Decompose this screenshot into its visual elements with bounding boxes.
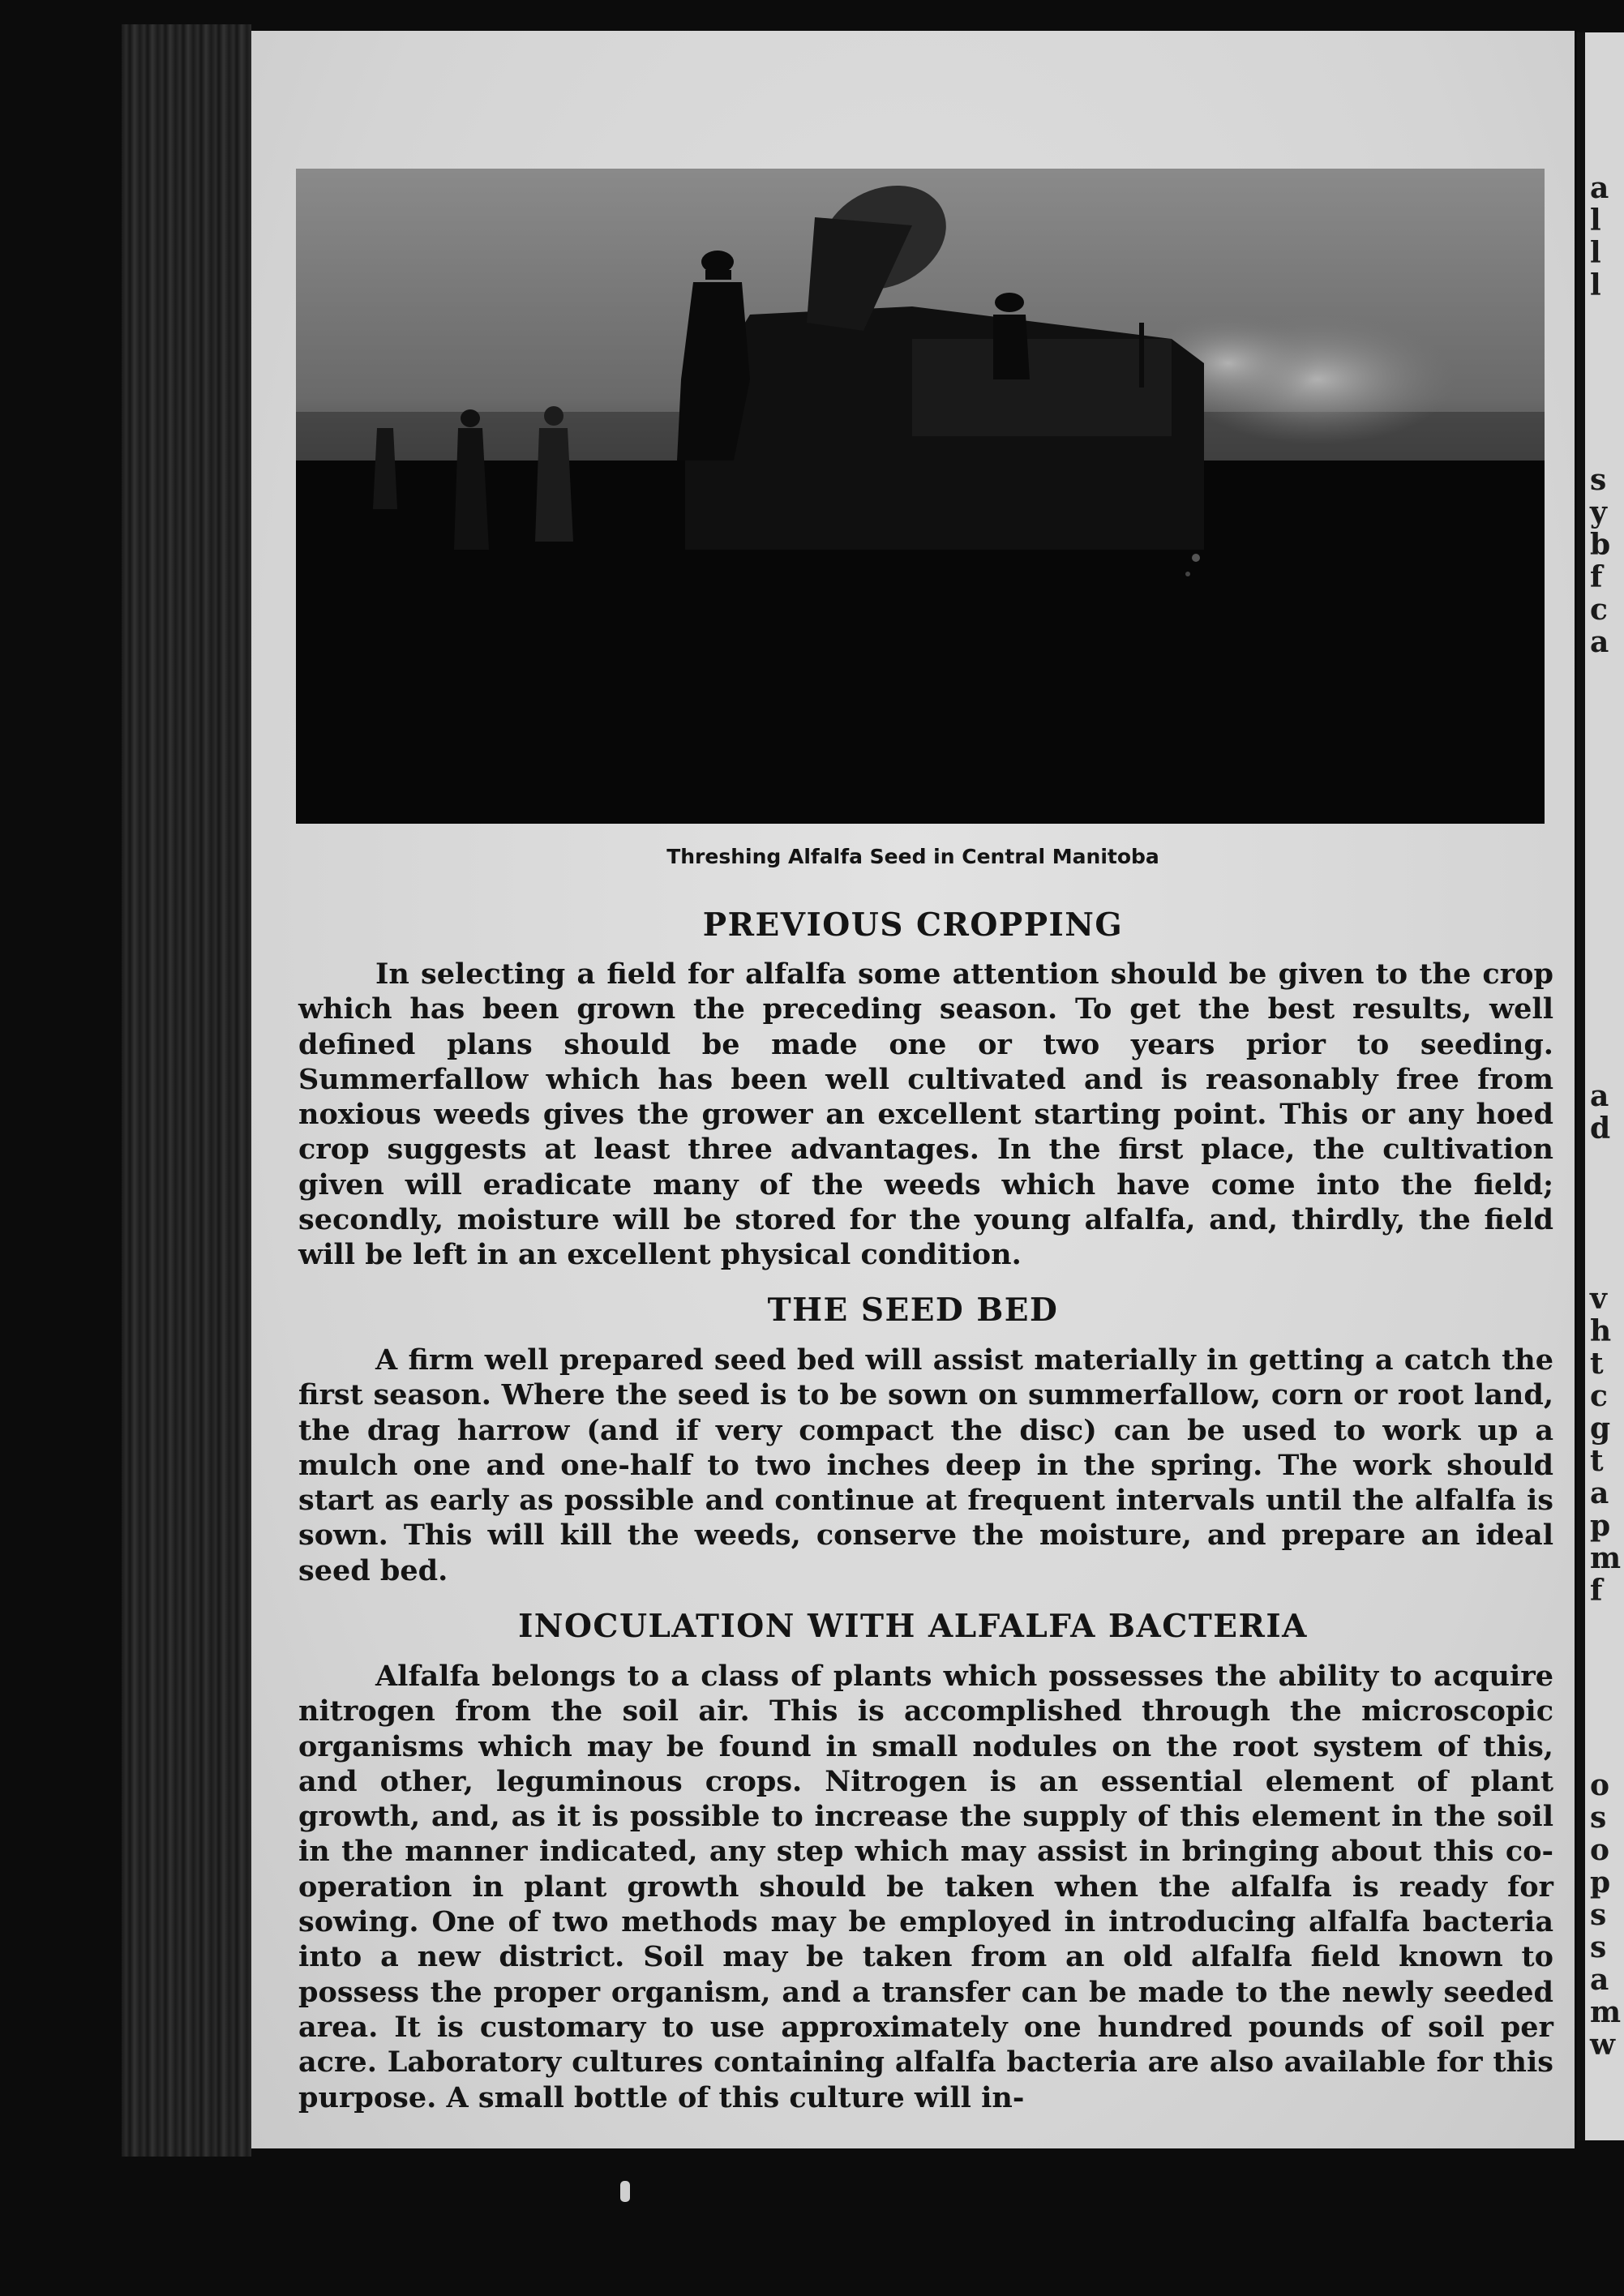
adjacent-page-fragment: f (1590, 560, 1603, 594)
adjacent-page-fragment: v (1590, 1282, 1607, 1316)
book-page-edges (122, 24, 251, 2157)
adjacent-page-fragment: p (1590, 1509, 1611, 1543)
adjacent-page-fragment: a (1590, 1963, 1609, 1997)
threshing-photo (296, 169, 1545, 824)
adjacent-page-fragment: w (1590, 2028, 1615, 2062)
adjacent-page-fragment: t (1590, 1347, 1604, 1381)
section-paragraph-seed-bed: A firm well prepared seed bed will assist materially in getting a catch the first season. Where the seed is to be sown on summerfallow, corn or root land, the drag harrow (and if very compact the disc) can be used to work up a mulch one and one-half to two inches deep in the spring. The work should start as early as possible and continue at frequent intervals until the alfalfa is sown. This will kill the weeds, conserve the moisture, and prepare an ideal seed bed. (298, 1343, 1553, 1587)
adjacent-page-fragment: l (1590, 268, 1601, 302)
section-heading-previous-cropping: PREVIOUS CROPPING (702, 906, 1124, 944)
adjacent-page-fragment: s (1590, 1930, 1607, 1964)
adjacent-page-fragment: c (1590, 593, 1608, 627)
adjacent-page-fragment: b (1590, 528, 1611, 562)
adjacent-page-fragment: a (1590, 625, 1609, 659)
adjacent-page-fragment: m (1590, 1995, 1622, 2029)
adjacent-page-fragment: p (1590, 1866, 1611, 1900)
adjacent-page-fragment: l (1590, 236, 1601, 270)
threshing-photo-icon (296, 169, 1545, 824)
section-heading-seed-bed: THE SEED BED (767, 1292, 1059, 1329)
adjacent-page-fragment: s (1590, 1801, 1607, 1835)
adjacent-page-fragment: t (1590, 1444, 1604, 1478)
adjacent-page-fragment: a (1590, 1476, 1609, 1510)
section-heading-inoculation: INOCULATION WITH ALFALFA BACTERIA (518, 1608, 1308, 1645)
photo-caption: Threshing Alfalfa Seed in Central Manitoba (666, 845, 1159, 868)
adjacent-page-fragment: g (1590, 1411, 1611, 1446)
adjacent-page-fragment: c (1590, 1379, 1608, 1413)
adjacent-page-fragment: s (1590, 463, 1607, 497)
adjacent-page-fragment: h (1590, 1314, 1612, 1348)
adjacent-page-fragment: f (1590, 1574, 1603, 1608)
adjacent-page-fragment: a (1590, 1079, 1609, 1113)
adjacent-page-fragment: d (1590, 1112, 1611, 1146)
adjacent-page-fragment: s (1590, 1898, 1607, 1932)
adjacent-page-fragment: l (1590, 203, 1601, 238)
adjacent-page-fragment: y (1590, 495, 1607, 529)
section-paragraph-previous-cropping: In selecting a field for alfalfa some attention should be given to the crop which has been grown the preceding season. To get the best results, well defined plans should be made one or two years prior to seeding. Summerfallow which has been well cultivated and is reasonably free from noxious weeds gives the grower an excellent starting point. This or any hoed crop suggests at least three advantages. In the first place, the cultivation given will eradicate many of the weeds which have come into the field; secondly, moisture will be stored for the young alfalfa, and, thirdly, the field will be left in an excellent physical condition. (298, 957, 1553, 1272)
adjacent-page-sliver (1577, 32, 1624, 2140)
adjacent-page-fragment: m (1590, 1541, 1622, 1575)
binding-mark (620, 2181, 630, 2202)
book-page (251, 31, 1575, 2148)
section-paragraph-inoculation: Alfalfa belongs to a class of plants which possesses the ability to acquire nitrogen from the soil air. This is accomplished through the microscopic organisms which may be found in small nodules on the root system of this, and other, leguminous crops. Nitrogen is an essential element of plant growth, and, as it is possible to increase the supply of this element in the soil in the manner indicated, any step which may assist in bringing about this co-operation in plant growth should be taken when the alfalfa is ready for sowing. One of two methods may be employed in introducing alfalfa bacteria into a new district. Soil may be taken from an old alfalfa field known to possess the proper organism, and a transfer can be made to the newly seeded area. It is customary to use approximately one hundred pounds of soil per acre. Laboratory cultures containing alfalfa bacteria are also available for this purpose. A small bottle of this culture will in- (298, 1660, 1553, 2114)
adjacent-page-fragment: o (1590, 1768, 1610, 1802)
adjacent-page-fragment: o (1590, 1833, 1610, 1867)
adjacent-page-fragment: a (1590, 171, 1609, 205)
